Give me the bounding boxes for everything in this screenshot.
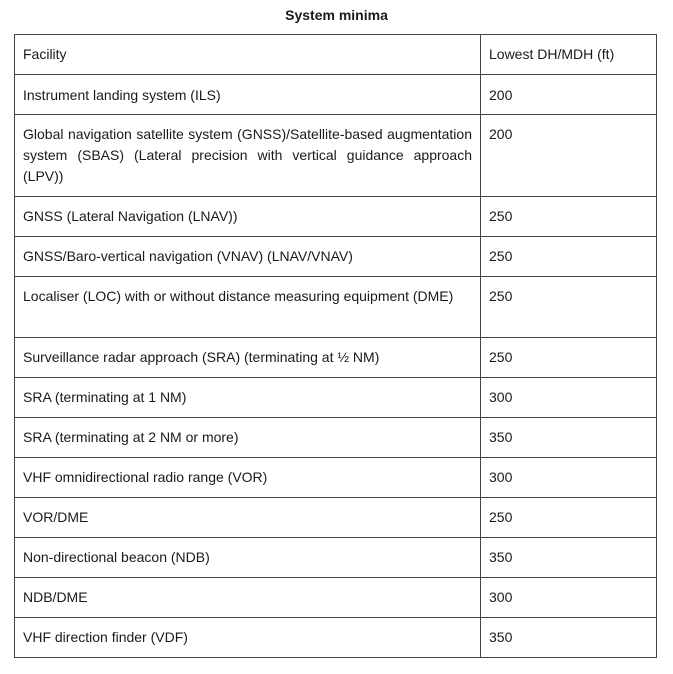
table-row xyxy=(15,538,657,578)
facility-cell: Non-directional beacon (NDB) xyxy=(15,538,481,578)
table-row xyxy=(15,618,657,658)
table-row xyxy=(15,197,657,237)
facility-cell: VHF omnidirectional radio range (VOR) xyxy=(15,458,481,498)
table-row xyxy=(15,458,657,498)
table-row xyxy=(15,418,657,458)
header-row xyxy=(15,35,657,75)
facility-cell: VHF direction finder (VDF) xyxy=(15,618,481,658)
minima-cell: 350 xyxy=(481,538,657,578)
facility-cell: Surveillance radar approach (SRA) (terminating at ½ NM) xyxy=(15,338,481,378)
minima-cell: 200 xyxy=(481,75,657,115)
minima-cell: 200 xyxy=(481,115,657,197)
facility-cell: VOR/DME xyxy=(15,498,481,538)
table-row xyxy=(15,498,657,538)
table-row xyxy=(15,578,657,618)
minima-cell: 250 xyxy=(481,237,657,277)
facility-cell: NDB/DME xyxy=(15,578,481,618)
facility-cell: Localiser (LOC) with or without distance measuring equipment (DME) xyxy=(15,277,481,338)
table-row xyxy=(15,277,657,338)
system-minima-table xyxy=(14,34,657,658)
facility-cell: Instrument landing system (ILS) xyxy=(15,75,481,115)
table-row xyxy=(15,237,657,277)
minima-cell: 250 xyxy=(481,197,657,237)
facility-cell: SRA (terminating at 2 NM or more) xyxy=(15,418,481,458)
minima-cell: 250 xyxy=(481,338,657,378)
table-row xyxy=(15,378,657,418)
minima-cell: 350 xyxy=(481,618,657,658)
facility-cell: Global navigation satellite system (GNSS)/Satellite-based augmentation system (SBAS) (Lateral precision with vertical guidance approach (LPV)) xyxy=(15,115,481,197)
facility-cell: SRA (terminating at 1 NM) xyxy=(15,378,481,418)
minima-cell: 350 xyxy=(481,418,657,458)
table-title: System minima xyxy=(285,7,388,23)
facility-cell: GNSS (Lateral Navigation (LNAV)) xyxy=(15,197,481,237)
table-row xyxy=(15,75,657,115)
minima-cell: 300 xyxy=(481,578,657,618)
table-row xyxy=(15,115,657,197)
header-lowest-dh-mdh: Lowest DH/MDH (ft) xyxy=(481,35,657,75)
minima-cell: 300 xyxy=(481,458,657,498)
minima-cell: 250 xyxy=(481,498,657,538)
header-facility: Facility xyxy=(15,35,481,75)
minima-cell: 250 xyxy=(481,277,657,338)
facility-cell: GNSS/Baro-vertical navigation (VNAV) (LNAV/VNAV) xyxy=(15,237,481,277)
table-row xyxy=(15,338,657,378)
minima-cell: 300 xyxy=(481,378,657,418)
